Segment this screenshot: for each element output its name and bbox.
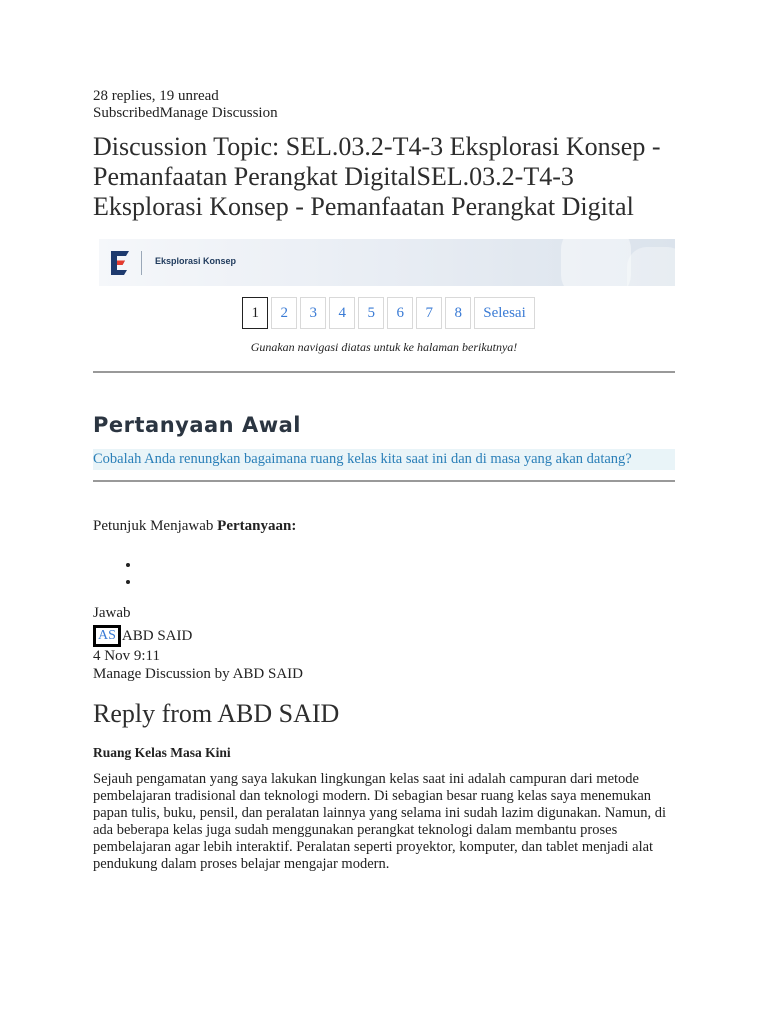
avatar[interactable]: AS <box>93 625 121 647</box>
banner-decoration <box>561 239 631 286</box>
instruction-bold: Pertanyaan: <box>217 518 297 534</box>
page-2-button[interactable]: 2 <box>271 297 297 329</box>
initial-question: Cobalah Anda renungkan bagaimana ruang kelas kita saat ini dan di masa yang akan datang? <box>93 449 675 470</box>
reply-subtitle: Ruang Kelas Masa Kini <box>93 745 231 760</box>
page-7-button[interactable]: 7 <box>416 297 442 329</box>
section-divider <box>93 371 675 373</box>
section-title: Pertanyaan Awal <box>93 413 301 437</box>
manage-discussion-link[interactable]: Manage Discussion <box>159 105 278 121</box>
answer-instruction <box>93 518 675 535</box>
page-1-button[interactable]: 1 <box>242 297 268 329</box>
instruction-prefix: Petunjuk Menjawab <box>93 518 218 534</box>
answer-label: Jawab <box>93 605 131 621</box>
page-3-button[interactable]: 3 <box>300 297 326 329</box>
subscribed-toggle[interactable]: Subscribed <box>93 105 160 121</box>
finish-button[interactable]: Selesai <box>474 297 535 329</box>
section-divider <box>93 480 675 482</box>
topic-title: Discussion Topic: SEL.03.2-T4-3 Eksplorasi Konsep - Pemanfaatan Perangkat DigitalSEL.03.2-T4-3 Eksplorasi Konsep - Pemanfaatan Perangkat Digital <box>93 132 661 221</box>
author-row <box>93 625 675 647</box>
instruction-list <box>93 557 675 591</box>
page-5-button[interactable]: 5 <box>358 297 384 329</box>
manage-discussion-by-link[interactable]: Manage Discussion by ABD SAID <box>93 666 303 682</box>
topic-banner <box>99 239 675 286</box>
banner-decoration <box>627 247 675 286</box>
banner-label: Eksplorasi Konsep <box>155 256 237 266</box>
page-4-button[interactable]: 4 <box>329 297 355 329</box>
reply-title: Reply from ABD SAID <box>93 699 340 728</box>
subscription-row <box>93 105 675 122</box>
replies-status: 28 replies, 19 unread <box>93 88 219 104</box>
author-name[interactable]: ABD SAID <box>121 627 193 644</box>
discussion-page <box>93 88 675 873</box>
page-8-button[interactable]: 8 <box>445 297 471 329</box>
navigation-hint: Gunakan navigasi diatas untuk ke halaman berikutnya! <box>250 340 518 354</box>
page-navigation <box>99 297 675 329</box>
reply-body: Sejauh pengamatan yang saya lakukan lingkungan kelas saat ini adalah campuran dari metode pembelajaran tradisional dan teknologi modern. Di sebagian besar ruang kelas saya menemukan papan tulis, buku, pensil, dan peralatan lainnya yang selama ini sudah lazim digunakan. Namun, di ada beberapa kelas juga sudah menggunakan perangkat teknologi dalam membantu proses pembelajaran agar lebih interaktif. Peralatan seperti proyektor, komputer, dan tablet menjadi alat pendukung dalam proses belajar mengajar modern. <box>93 771 667 872</box>
banner-divider <box>141 251 142 275</box>
page-6-button[interactable]: 6 <box>387 297 413 329</box>
list-item <box>141 557 675 574</box>
eksplorasi-logo-icon <box>109 250 131 276</box>
list-item <box>141 574 675 591</box>
post-date: 4 Nov 9:11 <box>93 648 160 664</box>
